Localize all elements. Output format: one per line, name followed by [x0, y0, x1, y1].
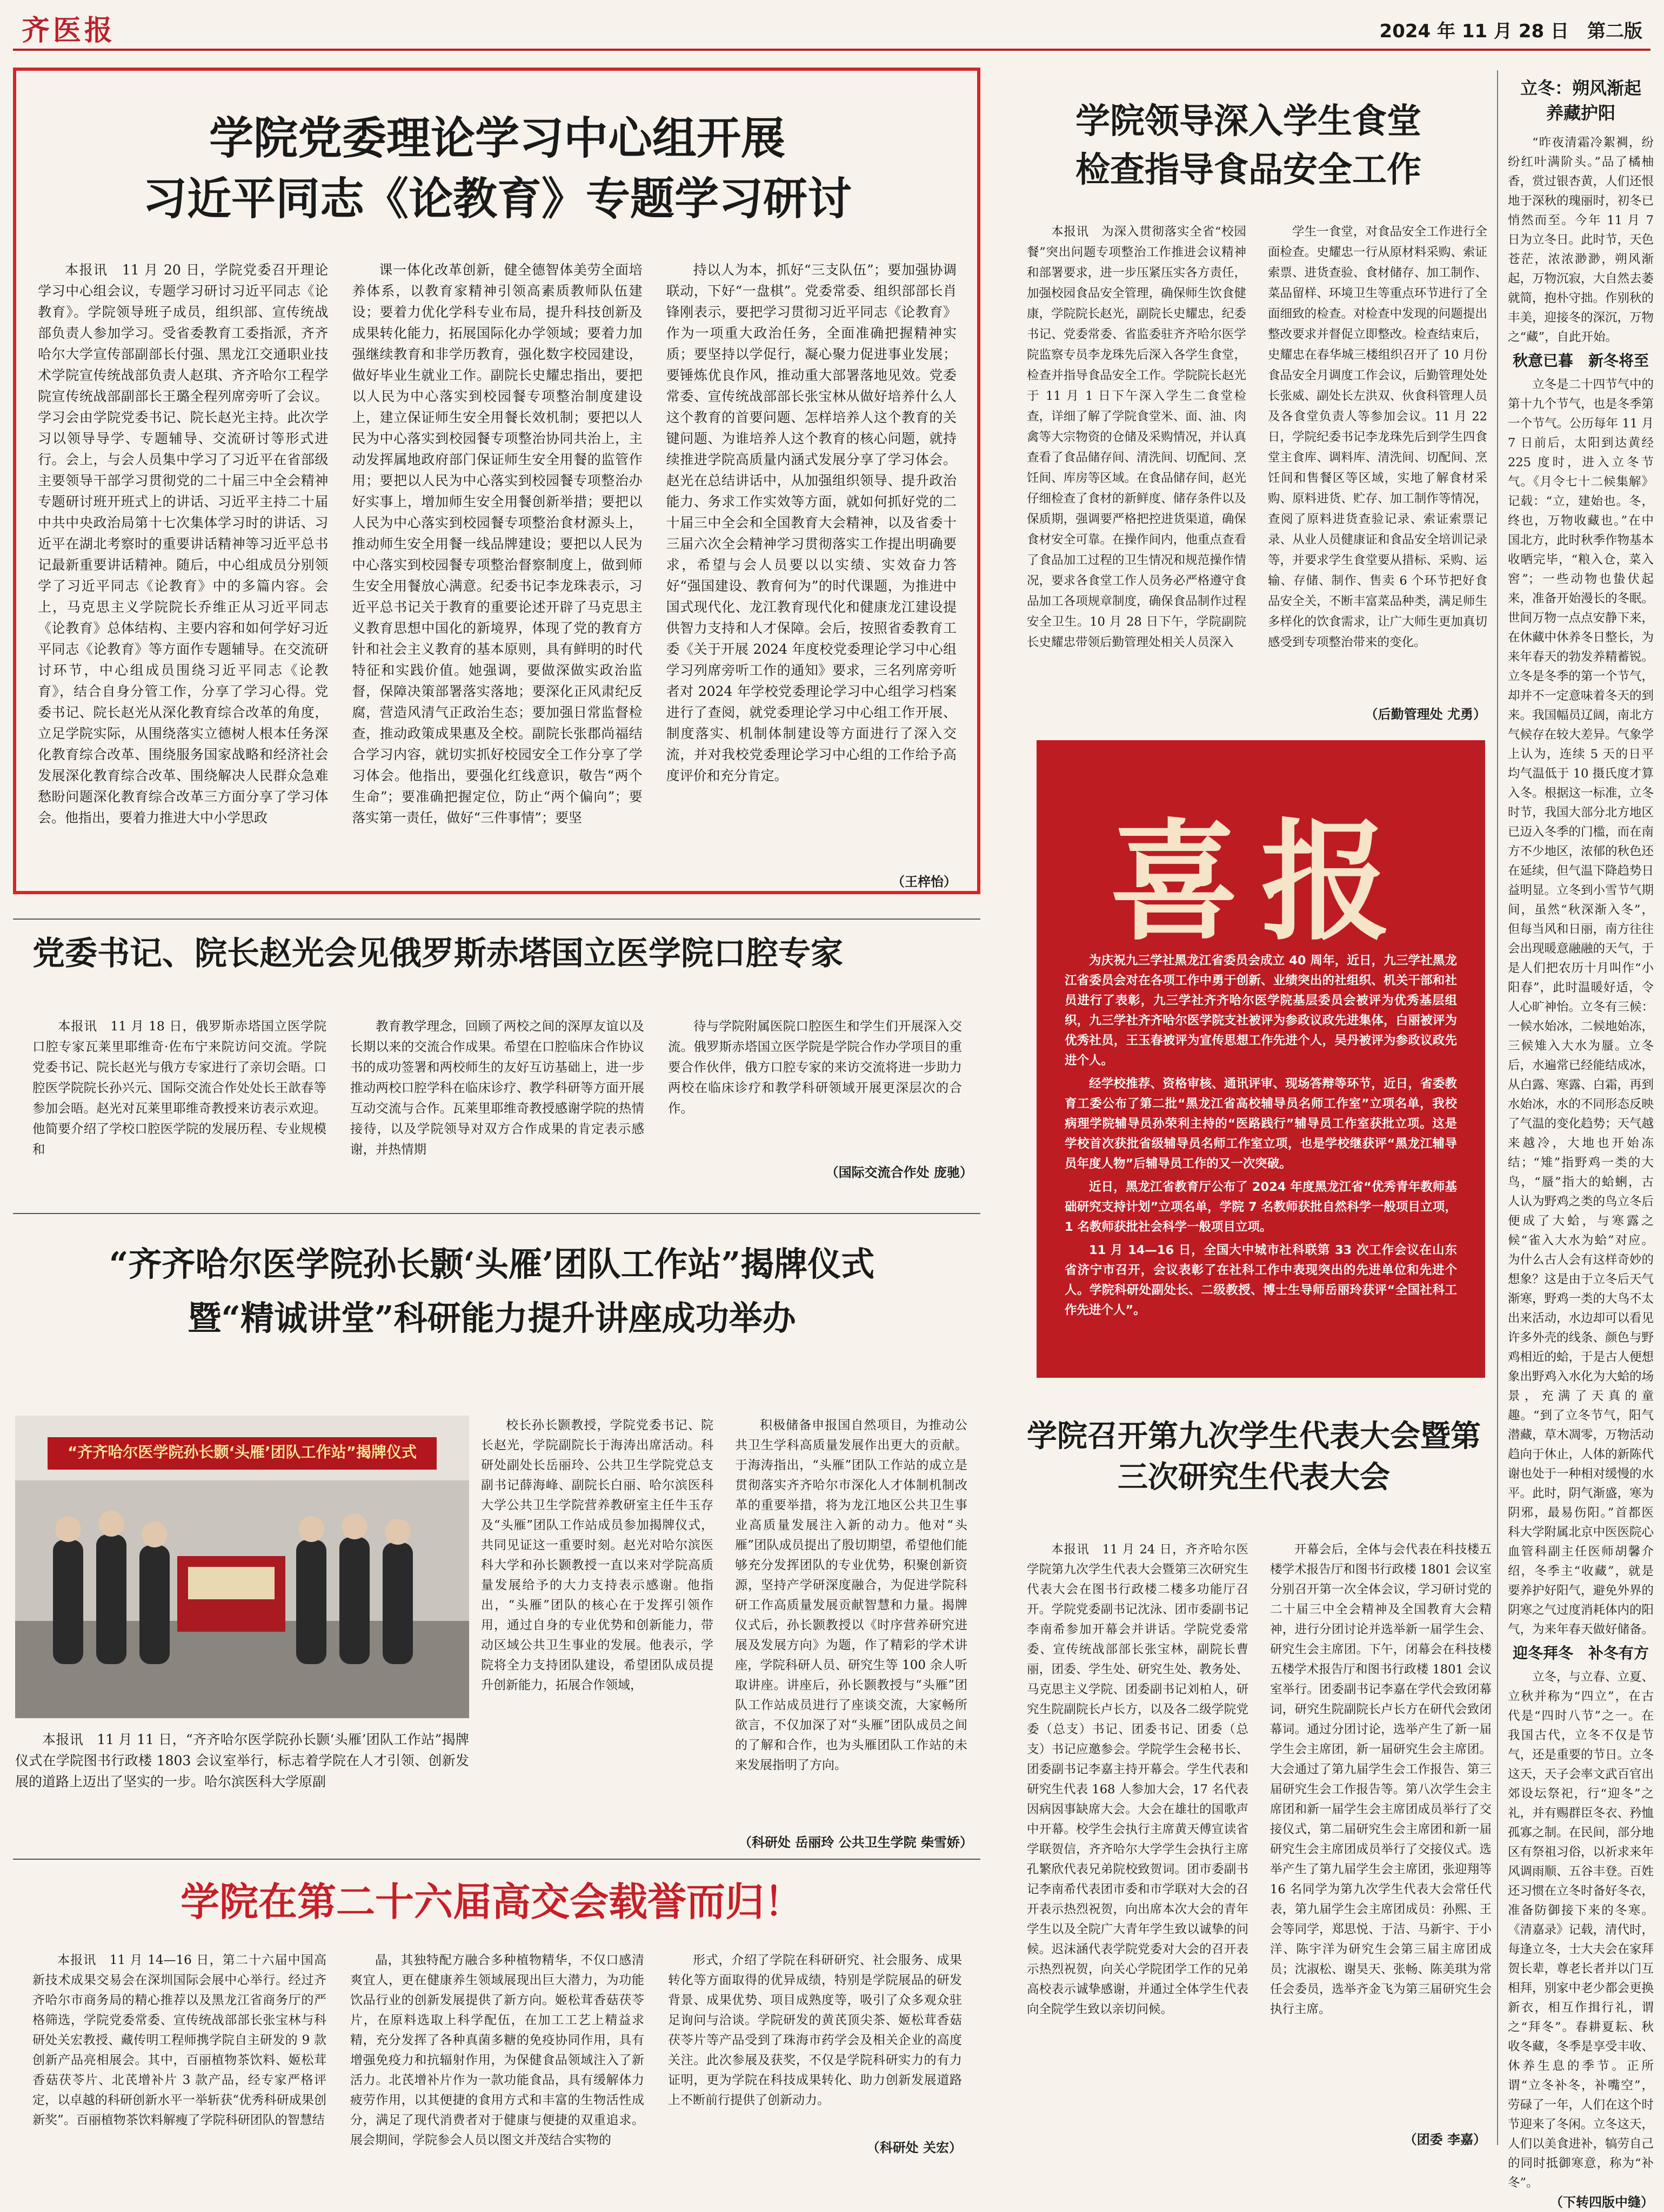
divider [13, 1859, 980, 1860]
article3-body: 本报讯 11 月 18 日，俄罗斯赤塔国立医学院口腔专家瓦莱里耶维奇·佐布宁来院访问交流。学院党委书记、院长赵光与俄方专家进行了亲切会晤。口腔医学院院长孙兴元、国际交流合作处处长王歆春等参加会晤。赵光对瓦莱里耶维奇教授来访表示欢迎。他简要介绍了学校口腔医学院的发展历程、专业规模和 教育教学理念，回顾了两校之间的深厚友谊以及长期以来的交流合作成果。希望在口腔临床合作协议书的成功签署和两校师生的友好互访基础上，进一步推动两校口腔学科在临床诊疗、教学科研等方面开展互动交流与合作。瓦莱里耶维奇教授感谢学院的热情接待，以及学院领导对双方合作成果的肯定表示感谢，并热情期 待与学院附属医院口腔医生和学生们开展深入交流。俄罗斯赤塔国立医学院是学院合作办学项目的重要合作伙伴，俄方口腔专家的来访交流将进一步助力两校在临床诊疗和教学科研领域开展更深层次的合作。 [32, 1018, 962, 1157]
divider [13, 1213, 980, 1214]
article6-body: 本报讯 11 月 14—16 日，第二十六届中国高新技术成果交易会在深圳国际会展中心举行。经过齐齐哈尔市商务局的精心推荐以及黑龙江省商务厅的严格筛选，学院党委常委、宣传统战部部长张宝林与科研处关宏教授、藏传明工程师携学院自主研发的 9 款创新产品亮相展会。其中，百丽植物茶饮料、姬松茸香菇茯苓片、北芪增补片 3 款产品，经专家严格评定，以卓越的科研创新水平一举斩获“优秀科研成果创新奖”。百丽植物茶饮料解瘦了学院科研团队的智慧结 晶，其独特配方融合多种植物精华，不仅口感清爽宜人，更在健康养生领域展现出巨大潜力，为功能饮品行业的创新发展提供了新方向。姬松茸香菇茯苓片，在原料选取上科学配伍，在加工工艺上精益求精，充分发挥了各种真菌多糖的免疫协同作用，具有增强免疫力和抗辐射作用，为保健食品领域注入了新活力。北芪增补片作为一款功能食品，具有缓解体力疲劳作用，以其便捷的食用方式和丰富的生物活性成分，满足了现代消费者对于健康与便捷的双重追求。展会期间，学院参会人员以图文并茂结合实物的 形式，介绍了学院在科研研究、社会服务、成果转化等方面取得的优异成绩，特别是学院展品的研发背景、成果优势、项目成熟度等，吸引了众多观众驻足询问与洽谈。学院研发的黄芪顶尖茶、姬松茸香菇茯苓片等产品受到了珠海市药学会及相关企业的高度关注。此次参展及获奖，不仅是学院科研实力的有力证明，更为学院在科技成果转化、助力创新发展道路上不断前行提供了创新动力。 [32, 1953, 962, 2147]
article2-body [1027, 222, 1487, 697]
ceremony-photo [15, 1416, 469, 1718]
sidebar-divider [1497, 70, 1498, 2145]
article1-col1: 本报讯 11 月 20 日，学院党委召开理论学习中心组会议，专题学习研讨习近平同志《论教育》。学院领导班子成员，组织部、宣传统战部负责人参加学习。受省委教育工委指派，齐齐哈尔大学宣传部副部长付强、黑龙江交通职业技术学院宣传统战部负责人赵琪、齐齐哈尔工程学院宣传统战部副部长王璐全程列席旁听了会议。学习会由学院党委书记、院长赵光主持。此次学习以领导导学、专题辅导、交流研讨等形式进行。会上，与会人员集中学习了习近平在省部级主要领导干部学习贯彻党的二十届三中全会精神专题研讨班开班式上的讲话、习近平主持二十届中共中央政治局第十七次集体学习时的讲话、习近平在湖北考察时的重要讲话精神等习近平总书记最新重要讲话精神。随后，中心组成员分别领学了习近平同志《论教育》中的多篇内容。会上，马克思主义学院院长乔维正从习近平同志《论教育》总体结构、主要内容和如何学好习近平同志《论教育》等方面作专题辅导。在交流研讨环节，中心组成员围绕习近平同志《论教育》，结合自身分管工作，分享了学习心得。党委书记、院长赵光从深化教育综合改革的角度，立足学院实际，从围绕落实立德树人根本任务深化教育综合改革、围绕服务国家战略和经济社会发展深化教育综合改革、围绕解决人民群众急难愁盼问题深化教育综合改革三方面分享了学习体会。他指出，要着力推进大中小学思政 [38, 262, 329, 826]
article1-headline [32, 108, 962, 229]
article1-body [38, 259, 957, 870]
article3-headline: 党委书记、院长赵光会见俄罗斯赤塔国立医学院口腔专家 [32, 935, 843, 973]
photo-banner-text: “齐齐哈尔医学院孙长颢‘头雁’团队工作站”揭牌仪式 [67, 1443, 417, 1461]
paper-name: 齐医报 [22, 14, 116, 47]
article4-title-line1: “齐齐哈尔医学院孙长颢‘头雁’团队工作站”揭牌仪式 [109, 1244, 875, 1284]
article1-title-line1: 学院党委理论学习中心组开展 [209, 112, 785, 164]
article4-title-line2: 暨“精诚讲堂”科研能力提升讲座成功举办 [188, 1298, 796, 1338]
good-news-title: 喜报 [1110, 806, 1412, 958]
article5-body: 本报讯 11 月 24 日，齐齐哈尔医学院第九次学生代表大会暨第三次研究生代表大会在图书行政楼二楼多功能厅召开。学院党委副书记沈泳、团市委副书记李南希参加开幕会并讲话。学院党委常委、宣传统战部部长张宝林，副院长曹丽，团委、学生处、研究生处、教务处、马克思主义学院、团委副书记刘柏人，研究生院副院长卢长方，以及各二级学院党委（总支）书记、团委书记、团委（总支）书记应邀参会。学院学生会秘书长、团委副书记李嘉主持开幕会。学生代表和研究生代表 168 人参加大会，17 名代表因病因事缺席大会。大会在雄壮的国歌声中开幕。校学生会执行主席黄天傅宣读省学联贺信，齐齐哈尔大学学生会执行主席孔繁欣代表兄弟院校致贺词。团市委副书记李南希代表团市委和市学联对大会的召开表示热烈祝贺，向出席本次大会的青年学生以及全院广大青年学生致以诚挚的问候。迟沫涵代表学院党委对大会的召开表示热烈祝贺，向关心学院团学工作的兄弟高校表示诚挚感谢，并通过全体学生代表向全院学生致以亲切问候。 开幕会后，全体与会代表在科技楼五楼学术报告厅和图书行政楼 1801 会议室分别召开第一次全体会议，学习研讨党的二十届三中全会精神及全国教育大会精神，进行分团讨论并选举新一届学生会、研究生会主席团。下午，闭幕会在科技楼五楼学术报告厅和图书行政楼 1801 会议室举行。团委副书记李嘉在学代会致闭幕词，研究生院副院长卢长方在研代会致闭幕词。通过分团讨论，选举产生了新一届学生会主席团，新一届研究生会主席团。大会通过了第九届学生会工作报告、第三届研究生会工作报告等。第八次学生会主席团和新一届学生会主席团成员举行了交接仪式，第二届研究生会主席团和新一届研究生会主席团成员举行了交接仪式。选举产生了第九届学生会主席团，张迎翔等 16 名同学为第九次学生代表大会常任代表，第九届学生会主席团成员：孙熙、王会等同学，郑思悦、于洁、马新宇、于小洋、陈宇洋为研究生会第三届主席团成员；沈淑松、谢昊天、张畅、陈美琪为常任会委员，选举齐金飞为第三届研究生会执行主席。 [1027, 1543, 1492, 2016]
article4-byline: （科研处 岳丽玲 公共卫生学院 柴雪娇） [738, 1835, 973, 1850]
article2-col1: 本报讯 为深入贯彻落实全省“校园餐”突出问题专项整治工作推进会议精神和部署要求，进一步压紧压实各方责任，加强校园食品安全管理，确保师生饮食健康，学院院长赵光，副院长史耀忠，纪委书记、党委常委、省监委驻齐齐哈尔医学院监察专员李龙珠先后深入各学生食堂，检查并指导食品安全工作。学院院长赵光于 11 月 1 日下午深入学生二食堂检查，详细了解了学院食堂米、面、油、肉禽等大宗物资的仓储及采购情况，并认真查看了食品储存间、清洗间、切配间、烹饪间、库房等区域。在食品储存间，赵光仔细检查了食材的新鲜度、储存条件以及保质期，强调要严格把控进货渠道，确保食材安全可靠。在操作间内，他重点查看了食品加工过程的卫生情况和规范操作情况，要求各食堂工作人员务必严格遵守食品加工各项规章制度，确保食品制作过程安全卫生。10 月 28 日下午，学院副院长史耀忠带领后勤管理处相关人员深入 [1027, 225, 1246, 649]
sidebar-title: 立冬：朔风渐起 [1520, 78, 1641, 98]
article5-byline: （团委 李嘉） [1404, 2132, 1486, 2147]
article3-byline: （国际交流合作处 庞驰） [825, 1165, 973, 1180]
article2-byline: （后勤管理处 尤勇） [1365, 707, 1486, 722]
article2-title-line2: 检查指导食品安全工作 [1075, 150, 1421, 190]
article1-col3: 持以人为本，抓好“三支队伍”；要加强协调联动，下好“一盘棋”。党委常委、组织部部长肖锋刚表示，要把学习贯彻习近平同志《论教育》作为一项重大政治任务，全面准确把握精神实质；要坚持以学促行，凝心聚力促进事业发展；要锤炼优良作风，推动重大部署落地见效。党委常委、宣传统战部部长张宝林从做好培养什么人这个教育的首要问题、怎样培养人这个教育的关键问题、为谁培养人这个教育的核心问题，就持续推进学院高质量内涵式发展分享了学习体会。赵光在总结讲话中，从加强组织领导、提升政治能力、务求工作实效等方面，就如何抓好党的二十届三中全会和全国教育大会精神，以及省委十三届六次全会精神学习贯彻落实工作提出明确要求，希望与会人员要以以实绩、实效奋力答好“强国建设、教育何为”的时代课题，为推进中国式现代化、龙江教育现代化和健康龙江建设提供智力支持和人才保障。会后，按照省委教育工委《关于开展 2024 年度校党委理论学习中心组学习列席旁听工作的通知》要求，三名列席旁听者对 2024 年学校党委理论学习中心组学习档案进行了查阅，就党委理论学习中心组工作开展、制度落实、机制体制建设等方面进行了深入交流，并对我校党委理论学习中心组的工作给予高度评价和充分肯定。 [666, 262, 957, 783]
sidebar-text: “昨夜清霜冷絮裯，纷纷红叶满阶头。”品了橘柚香，赏过银杏黄，人们还恨地于深秋的瑰丽时，初冬已悄然而至。今年 11 月 7 日为立冬日。此时节，天色苍茫，浓浓渺渺，朔风渐起，万物沉寂，大自然去萎就简，抱朴守拙。作别秋的丰美，迎接冬的深沉，万物之“藏”，自此开始。 秋意已暮 新冬将至 立冬是二十四节气中的第十九个节气，也是冬季第一个节气。公历每年 11 月 7 日前后，太阳到达黄经 225 度时，进入立冬节气。《月令七十二候集解》记载：“立，建始也。冬，终也，万物收藏也。”在中国北方，此时秋季作物基本收晒完毕，“粮入仓，菜入窖”；一些动物也蛰伏起来，准备开始漫长的冬眠。世间万物一点点安静下来，在休藏中休养冬日整长，为来年春天的勃发养精蓄锐。立冬是冬季的第一个节气，却并不一定意味着冬天的到来。我国幅员辽阔，南北方气候存在较大差异。气象学上认为，连续 5 天的日平均气温低于 10 摄氏度才算入冬。根据这一标准，立冬时节，我国大部分北方地区已迈入冬季的门槛，而在南方不少地区，浓郁的秋色还在延续，但气温下降趋势日益明显。立冬到小雪节气期间，虽然“秋深渐入冬”，但每当风和日丽，南方往往会出现暖意融融的天气，于是人们把农历十月叫作“小阳春”，此时温暖好适，令人心旷神怡。立冬有三候：一候水始冰，二候地始冻，三候雉入大水为蜃。立冬后，水遍常已经能结成冰，从白露、寒露、白霜，再到水始冰，水的不同形态反映了气温的变化趋势；天气越来越冷，大地也开始冻结；“雉”指野鸡一类的大鸟，“蜃”指大的蛤蜊，古人认为野鸡之类的鸟立冬后便成了大蛤，与寒露之候“雀入大水为蛤”对应。为什么古人会有这样奇妙的想象？这是由于立冬后天气渐寒，野鸡一类的大鸟不太出来活动，水边却可以看见许多外壳的线条、颜色与野鸡相近的蛤，于是古人便想象出野鸡入水化为大蛤的场景，充满了天真的童趣。“到了立冬节气，阳气潜藏，草木凋零，万物活动趋向于休止，人体的新陈代谢也处于一种相对缓慢的水平。此时，阴气渐盛，寒为阴邪，最易伤阳。”首都医科大学附属北京中医医院心血管科副主任医师胡馨介绍，冬季主“收藏”，就是要养护好阳气，避免外界的阴寒之气过度消耗体内的阳气，为来年春天做好储备。 迎冬拜冬 补冬有方 立冬，与立春、立夏、立秋并称为“四立”，在古代是“四时八节”之一。在我国古代，立冬不仅是节气，还是重要的节日。立冬这天，天子会率文武百官出郊设坛祭祀，行“迎冬”之礼，并有赐群臣冬衣、矜恤孤寡之制。在民间，部分地区有祭祖习俗，以祈求来年风调雨顺、五谷丰登。百姓还习惯在立冬时备好冬衣，准备防御接下来的冬寒。《清嘉录》记载，清代时，每逢立冬，士大夫会在家拜贺长辈，尊老长者并以门互相拜，别家中老少都会更换新衣，相互作揖行礼，谓之“拜冬”。春耕夏耘、秋收冬藏，冬季是享受丰收、休养生息的季节。正所谓“立冬补冬，补嘴空”，劳碌了一年，人们在这个时节迎来了冬闲。立冬这天，人们以美食进补，犒劳自己的同时抵御寒意，称为“补冬”。 （下转四版中缝） [1508, 133, 1654, 2212]
sidebar [1508, 76, 1654, 2210]
sidebar-continued: （下转四版中缝） [1550, 2195, 1654, 2210]
good-news-body: 为庆祝九三学社黑龙江省委员会成立 40 周年，近日，九三学社黑龙江省委员会对在各项工作中勇于创新、业绩突出的社组织、机关干部和社员进行了表彰，九三学社齐齐哈尔医学院基层委员会被评为优秀基层组织，九三学社齐齐哈尔医学院支社被评为参政议政先进集体，白丽被评为优秀社员，王玉春被评为宣传思想工作先进个人，吴丹被评为参政议政先进个人。 经学校推荐、资格审核、通讯评审、现场答辩等环节，近日，省委教育工委公布了第二批“黑龙江省高校辅导员名师工作室”立项名单，我校病理学院辅导员孙荣利主持的“医路践行”辅导员工作室获批立项。这是学校首次获批省级辅导员名师工作室立项，也是学校继获评“黑龙江辅导员年度人物”后辅导员工作的又一次突破。 近日，黑龙江省教育厅公布了 2024 年度黑龙江省“优秀青年教师基础研究支持计划”立项名单，学院 7 名教师获批自然科学一般项目立项，1 名教师获批社会科学一般项目立项。 11 月 14—16 日，全国大中城市社科联第 33 次工作会议在山东省济宁市召开，会议表彰了在社科工作中表现突出的先进单位和先进个人。学院科研处副处长、二级教授、博士生导师岳丽玲获评“全国社科工作先进个人”。 [1065, 954, 1457, 1317]
sidebar-title2: 养藏护阳 [1546, 103, 1615, 123]
sidebar-subheading1: 秋意已暮 新冬将至 [1512, 352, 1649, 370]
sidebar-subheading2: 迎冬拜冬 补冬有方 [1512, 1644, 1649, 1662]
divider [13, 919, 980, 920]
article6-headline: 学院在第二十六届高交会载誉而归！ [180, 1879, 803, 1925]
article1-title-line2: 习近平同志《论教育》专题学习研讨 [142, 173, 852, 225]
article4-headline [22, 1237, 962, 1345]
good-news-panel [1037, 740, 1485, 1378]
article1-byline: （王梓怡） [892, 874, 957, 889]
article1-col2: 课一体化改革创新，健全德智体美劳全面培养体系，以教育家精神引领高素质教师队伍建设；要着力优化学科专业布局，提升科技创新及成果转化能力，拓展国际化办学领域；要着力加强继续教育和非学历教育，强化数字校园建设，做好毕业生就业工作。副院长史耀忠指出，要把以人民为中心落实到校园餐专项整治制度建设上，建立保证师生安全用餐长效机制；要把以人民为中心落实到校园餐专项整治协同共治上，主动发挥属地政府部门保证师生安全用餐的监管作用；要把以人民为中心落实到校园餐专项整治办好实事上，增加师生安全用餐创新举措；要把以人民为中心落实到校园餐专项整治食材源头上，推动师生安全用餐一线品牌建设；要把以人民为中心落实到校园餐专项整治督察制度上，做到师生安全用餐放心满意。纪委书记李龙珠表示，习近平总书记关于教育的重要论述开辟了马克思主义教育思想中国化的新境界，体现了党的教育方针和社会主义教育的基本原则，具有鲜明的时代特征和实践价值。她强调，要做深做实政治监督，保障决策部署落实落地；要深化正风肃纪反腐，营造风清气正政治生态；要加强日常监督检查，推动政策成果惠及全校。副院长张郡尚福结合学习内容，就切实抓好校园安全工作分享了学习体会。他指出，要强化红线意识，敬告“两个生命”；要准确把握定位，防止“两个偏向”；要落实第一责任，做好“三件事情”；要坚 [352, 262, 643, 826]
article5-headline: 学院召开第九次学生代表大会暨第三次研究生代表大会 [1027, 1418, 1481, 1495]
article2-title-line1: 学院领导深入学生食堂 [1075, 101, 1421, 142]
issue-date: 2024 年 11 月 28 日 第二版 [1379, 21, 1642, 42]
article6-byline: （科研处 关宏） [866, 2140, 962, 2155]
article2-col2: 学生一食堂，对食品安全工作进行全面检查。史耀忠一行从原材料采购、索证索票、进货查验、食材储存、加工制作、菜品留样、环境卫生等重点环节进行了全面细致的检查。对检查中发现的问题提出整改要求并督促立即整改。检查结束后，史耀忠在春华城三楼组织召开了 10 月份食品安全月调度工作会议，后勤管理处处长张威、副处长左洪双、伙食科管理人员及各食堂负责人等参加会议。11 月 22 日，学院纪委书记李龙珠先后到学生四食堂主食库、调料库、清洗间、切配间、烹饪间和售餐区等区域，实地了解食材采购、原料进货、贮存、加工制作等情况，查阅了原料进货查验记录、索证索票记录、从业人员健康证和食品安全培训记录等，并要求学生食堂要从措标、采购、运输、存储、制作、售卖 6 个环节把好食品安全关，不断丰富菜品种类，满足师生多样化的饮食需求，让广大师生更加真切感受到专项整治带来的变化。 [1268, 225, 1487, 649]
article4-body: 校长孙长颢教授，学院党委书记、院长赵光，学院副院长于海涛出席活动。科研处副处长岳丽玲、公共卫生学院党总支副书记薛海峰、副院长白丽、哈尔滨医科大学公共卫生学院营养教研室主任牛玉存及“头雁”团队工作站成员参加揭牌仪式，共同见证这一重要时刻。赵光对哈尔滨医科大学和孙长颢教授一直以来对学院高质量发展给予的大力支持表示感谢。他指出，“头雁”团队的核心在于发挥引领作用，通过自身的专业优势和创新能力，带动区域公共卫生事业的发展。他表示，学院将全力支持团队建设，希望团队成员提升创新能力，拓展合作领域， 积极储备申报国自然项目，为推动公共卫生学科高质量发展作出更大的贡献。于海涛指出，“头雁”团队工作站的成立是贯彻落实齐齐哈尔市深化人才体制机制改革的重要举措，将为龙江地区公共卫生事业高质量发展注入新的动力。他对“头雁”团队成员提出了殷切期望，希望他们能够充分发挥团队的专业优势，积聚创新资源，坚持产学研深度融合，为促进学院科研工作高质量发展贡献智慧和力量。揭牌仪式后，孙长颢教授以《时序营养研究进展及发展方向》为题，作了精彩的学术讲座，学院科研人员、研究生等 100 余人听取讲座。讲座后，孙长颢教授与“头雁”团队工作站成员进行了座谈交流，大家畅所欲言，不仅加深了对“头雁”团队成员之间的了解和合作，也为头雁团队工作站的未来发展指明了方向。 [481, 1418, 967, 1772]
photo-caption: 本报讯 11 月 11 日，“齐齐哈尔医学院孙长颢‘头雁’团队工作站”揭牌仪式在学院图书行政楼 1803 会议室举行，标志着学院在人才引领、创新发展的道路上迈出了坚实的一步。哈尔滨医科大学原副 [15, 1732, 469, 1789]
article2-headline [1005, 97, 1492, 195]
